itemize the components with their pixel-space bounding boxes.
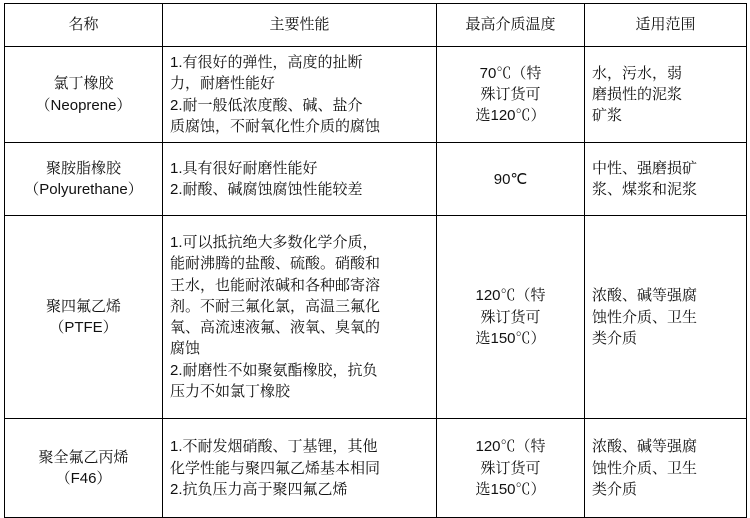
performance-line: 剂。不耐三氟化氯，高温三氟化: [170, 297, 381, 315]
performance-line: 化学性能与聚四氟乙烯基本相同: [170, 459, 381, 477]
column-header-name: 名称: [5, 4, 163, 47]
performance-line: 力，耐磨性能好: [170, 75, 276, 93]
temperature-line: 选120℃）: [475, 107, 546, 125]
scope-line: 蚀性介质、卫生: [592, 459, 698, 477]
scope-line: 中性、强磨损矿: [592, 159, 698, 177]
scope-line: 浓酸、碱等强腐: [592, 438, 698, 456]
scope-line: 水，污水，弱: [592, 64, 683, 82]
table-row: [5, 143, 747, 216]
cell-material-name: [5, 216, 163, 419]
performance-line: 1.可以抵抗绝大多数化学介质，: [170, 234, 378, 251]
performance-line: 1.不耐发烟硝酸、丁基锂，其他: [170, 438, 378, 456]
table-header-row: [5, 4, 747, 47]
cell-material-name: [5, 143, 163, 216]
scope-line: 矿浆: [592, 107, 623, 125]
material-name-line: 聚胺脂橡胶: [45, 159, 121, 177]
cell-performance: [163, 419, 437, 518]
cell-application-scope: [585, 143, 747, 216]
cell-application-scope: [585, 216, 747, 419]
scope-line: 蚀性介质、卫生: [592, 308, 698, 326]
material-name-line: （Polyurethane）: [24, 181, 143, 199]
performance-line: 氧、高流速液氟、液氧、臭氧的: [170, 319, 381, 337]
material-name-line: 氯丁橡胶: [53, 75, 114, 93]
cell-application-scope: [585, 47, 747, 143]
performance-line: 2.耐一般低浓度酸、碱、盐介: [170, 96, 363, 114]
temperature-line: 殊订货可: [480, 85, 541, 103]
material-name-line: （PTFE）: [49, 319, 118, 337]
temperature-line: 选150℃）: [475, 329, 546, 347]
table-body: [5, 47, 747, 518]
cell-material-name: [5, 419, 163, 518]
cell-performance: [163, 216, 437, 419]
cell-material-name: [5, 47, 163, 143]
scope-line: 浓酸、碱等强腐: [592, 287, 698, 305]
performance-line: 2.耐酸、碱腐蚀腐蚀性能较差: [170, 181, 363, 199]
temperature-line: 90℃: [493, 170, 528, 188]
performance-line: 王水，也能耐浓碱和各种邮寄溶: [170, 276, 381, 294]
material-name-line: 聚全氟乙丙烯: [38, 448, 129, 466]
performance-line: 压力不如氯丁橡胶: [170, 383, 291, 401]
temperature-line: 殊订货可: [480, 308, 541, 326]
performance-line: 1.具有很好耐磨性能好: [170, 159, 318, 177]
performance-line: 1.有很好的弹性，高度的扯断: [170, 54, 363, 71]
performance-line: 能耐沸腾的盐酸、硫酸。硝酸和: [170, 255, 381, 273]
scope-line: 磨损性的泥浆: [592, 85, 683, 103]
material-name-line: （Neoprene）: [35, 96, 132, 114]
cell-performance: [163, 47, 437, 143]
lining-material-spec-table: [4, 3, 747, 518]
table-row: [5, 216, 747, 419]
performance-line: 质腐蚀，不耐氧化性介质的腐蚀: [170, 117, 381, 135]
scope-line: 浆、煤浆和泥浆: [592, 181, 698, 199]
cell-max-temperature: [437, 47, 585, 143]
performance-line: 2.耐磨性不如聚氨酯橡胶，抗负: [170, 361, 378, 379]
performance-line: 腐蚀: [170, 340, 201, 358]
temperature-line: 120℃（特: [475, 287, 546, 305]
material-name-line: 聚四氟乙烯: [45, 297, 121, 315]
cell-max-temperature: [437, 419, 585, 518]
cell-max-temperature: [437, 143, 585, 216]
temperature-line: 120℃（特: [475, 438, 546, 456]
scope-line: 类介质: [592, 329, 638, 347]
temperature-line: 殊订货可: [480, 459, 541, 477]
temperature-line: 70℃（特: [479, 64, 542, 82]
material-name-line: （F46）: [55, 470, 112, 488]
cell-application-scope: [585, 419, 747, 518]
column-header-max-temperature: 最高介质温度: [437, 4, 585, 47]
cell-performance: [163, 143, 437, 216]
performance-line: 2.抗负压力高于聚四氟乙烯: [170, 480, 348, 498]
cell-max-temperature: [437, 216, 585, 419]
scope-line: 类介质: [592, 480, 638, 498]
table-header: [5, 4, 747, 47]
temperature-line: 选150℃）: [475, 480, 546, 498]
table-row: [5, 47, 747, 143]
column-header-performance: 主要性能: [163, 4, 437, 47]
table-row: [5, 419, 747, 518]
column-header-application-scope: 适用范围: [585, 4, 747, 47]
